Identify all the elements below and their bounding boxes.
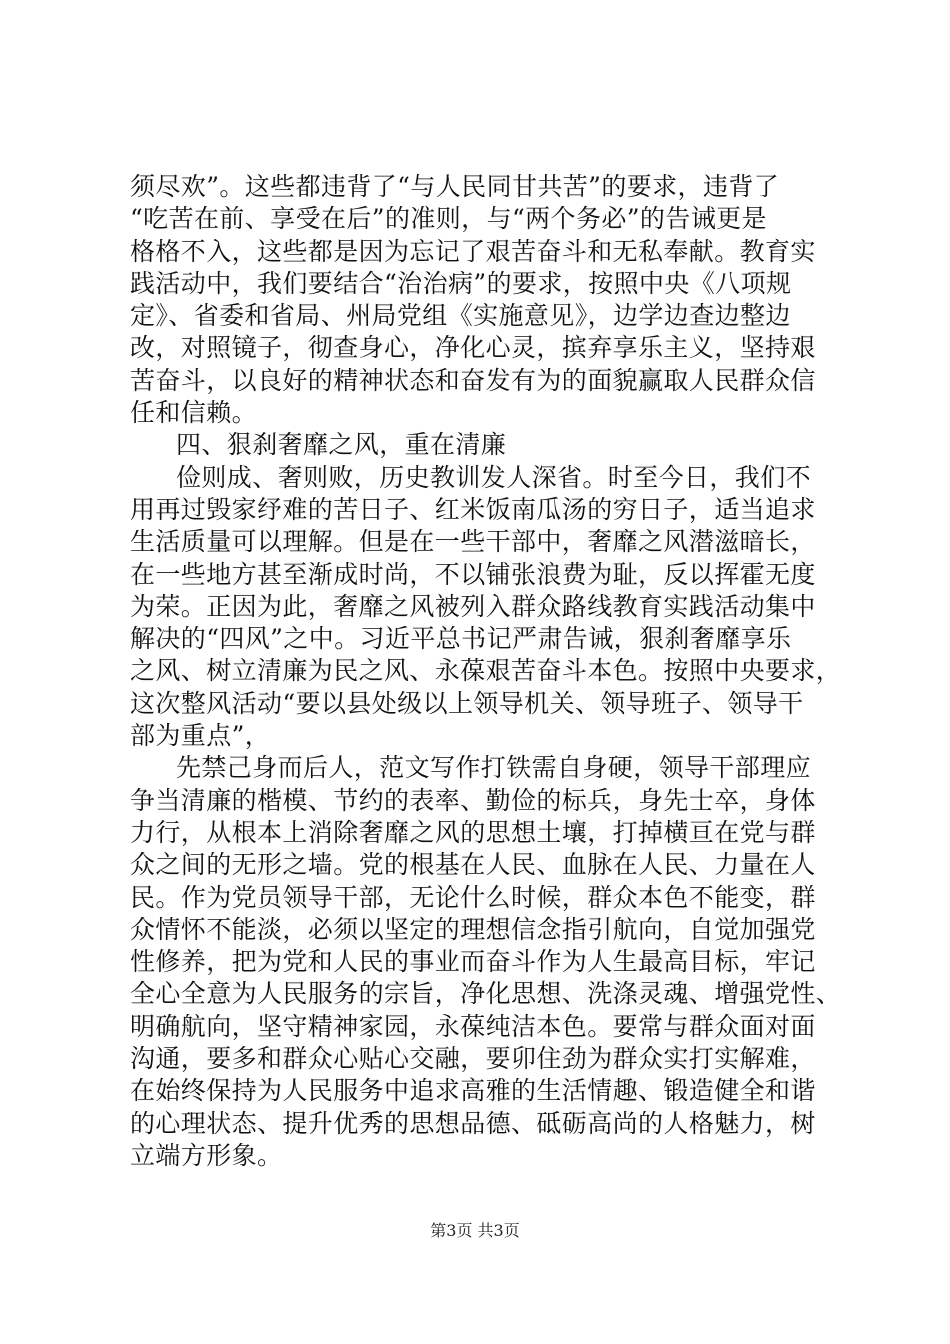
page-number-footer: 第3页 共3页 xyxy=(430,1221,520,1240)
text-line: 明确航向，坚守精神家园，永葆纯洁本色。要常与群众面对面 xyxy=(130,1011,816,1041)
text-line: 俭则成、奢则败，历史教训发人深省。时至今日，我们不 xyxy=(176,462,812,492)
text-line: 用再过毁家纾难的苦日子、红米饭南瓜汤的穷日子，适当追求 xyxy=(130,494,816,524)
text-line: 解决的“四风”之中。习近平总书记严肃告诫，狠刹奢靡享乐 xyxy=(130,624,792,654)
paragraph-3 xyxy=(130,752,842,1172)
text-line: “吃苦在前、享受在后”的准则，与“两个务必”的告诫更是 xyxy=(130,204,767,234)
text-line: 性修养，把为党和人民的事业而奋斗作为人生最高目标，牢记 xyxy=(130,947,816,977)
text-line: 须尽欢”。这些都违背了“与人民同甘共苦”的要求，违背了 xyxy=(130,172,780,201)
text-line: 力行，从根本上消除奢靡之风的思想土壤，打掉横亘在党与群 xyxy=(130,817,816,847)
text-line: 全心全意为人民服务的宗旨，净化思想、洗涤灵魂、增强党性、 xyxy=(130,979,842,1009)
text-line: 苦奋斗，以良好的精神状态和奋发有为的面貌赢取人民群众信 xyxy=(130,365,816,395)
text-line: 定》、省委和省局、州局党组《实施意见》，边学边查边整边 xyxy=(130,301,791,331)
paragraph-1 xyxy=(130,171,830,429)
text-line: 先禁己身而后人，范文写作打铁需自身硬，领导干部理应 xyxy=(176,753,812,783)
text-line: 沟通，要多和群众心贴心交融，要卯住劲为群众实打实解难， xyxy=(130,1044,816,1074)
document-body xyxy=(130,171,842,1172)
text-line: 这次整风活动“要以县处级以上领导机关、领导班子、领导干 xyxy=(130,688,804,718)
text-line: 任和信赖。 xyxy=(130,398,258,428)
section-heading: 四、狠刹奢靡之风，重在清廉 xyxy=(176,430,507,460)
text-line: 为荣。正因为此，奢靡之风被列入群众路线教育实践活动集中 xyxy=(130,591,816,621)
text-line: 之风、树立清廉为民之风、永葆艰苦奋斗本色。按照中央要求， xyxy=(130,656,842,686)
text-line: 立端方形象。 xyxy=(130,1140,283,1170)
text-line: 格格不入，这些都是因为忘记了艰苦奋斗和无私奉献。教育实 xyxy=(130,236,816,266)
text-line: 的心理状态、提升优秀的思想品德、砥砺高尚的人格魅力，树 xyxy=(130,1108,816,1138)
text-line: 争当清廉的楷模、节约的表率、勤俭的标兵，身先士卒，身体 xyxy=(130,785,816,815)
text-line: 生活质量可以理解。但是在一些干部中，奢靡之风潜滋暗长， xyxy=(130,527,816,557)
text-line: 部为重点”， xyxy=(130,721,271,751)
text-line: 众之间的无形之墙。党的根基在人民、血脉在人民、力量在人 xyxy=(130,850,816,880)
text-line: 在始终保持为人民服务中追求高雅的生活情趣、锻造健全和谐 xyxy=(130,1076,816,1106)
text-line: 民。作为党员领导干部，无论什么时候，群众本色不能变，群 xyxy=(130,882,816,912)
text-line: 践活动中，我们要结合“治治病”的要求，按照中央《八项规 xyxy=(130,268,792,298)
text-line: 改，对照镜子，彻查身心，净化心灵，摈弃享乐主义，坚持艰 xyxy=(130,333,816,363)
text-line: 众情怀不能淡，必须以坚定的理想信念指引航向，自觉加强党 xyxy=(130,914,816,944)
text-line: 在一些地方甚至渐成时尚，不以铺张浪费为耻，反以挥霍无度 xyxy=(130,559,816,589)
paragraph-2 xyxy=(130,462,842,753)
